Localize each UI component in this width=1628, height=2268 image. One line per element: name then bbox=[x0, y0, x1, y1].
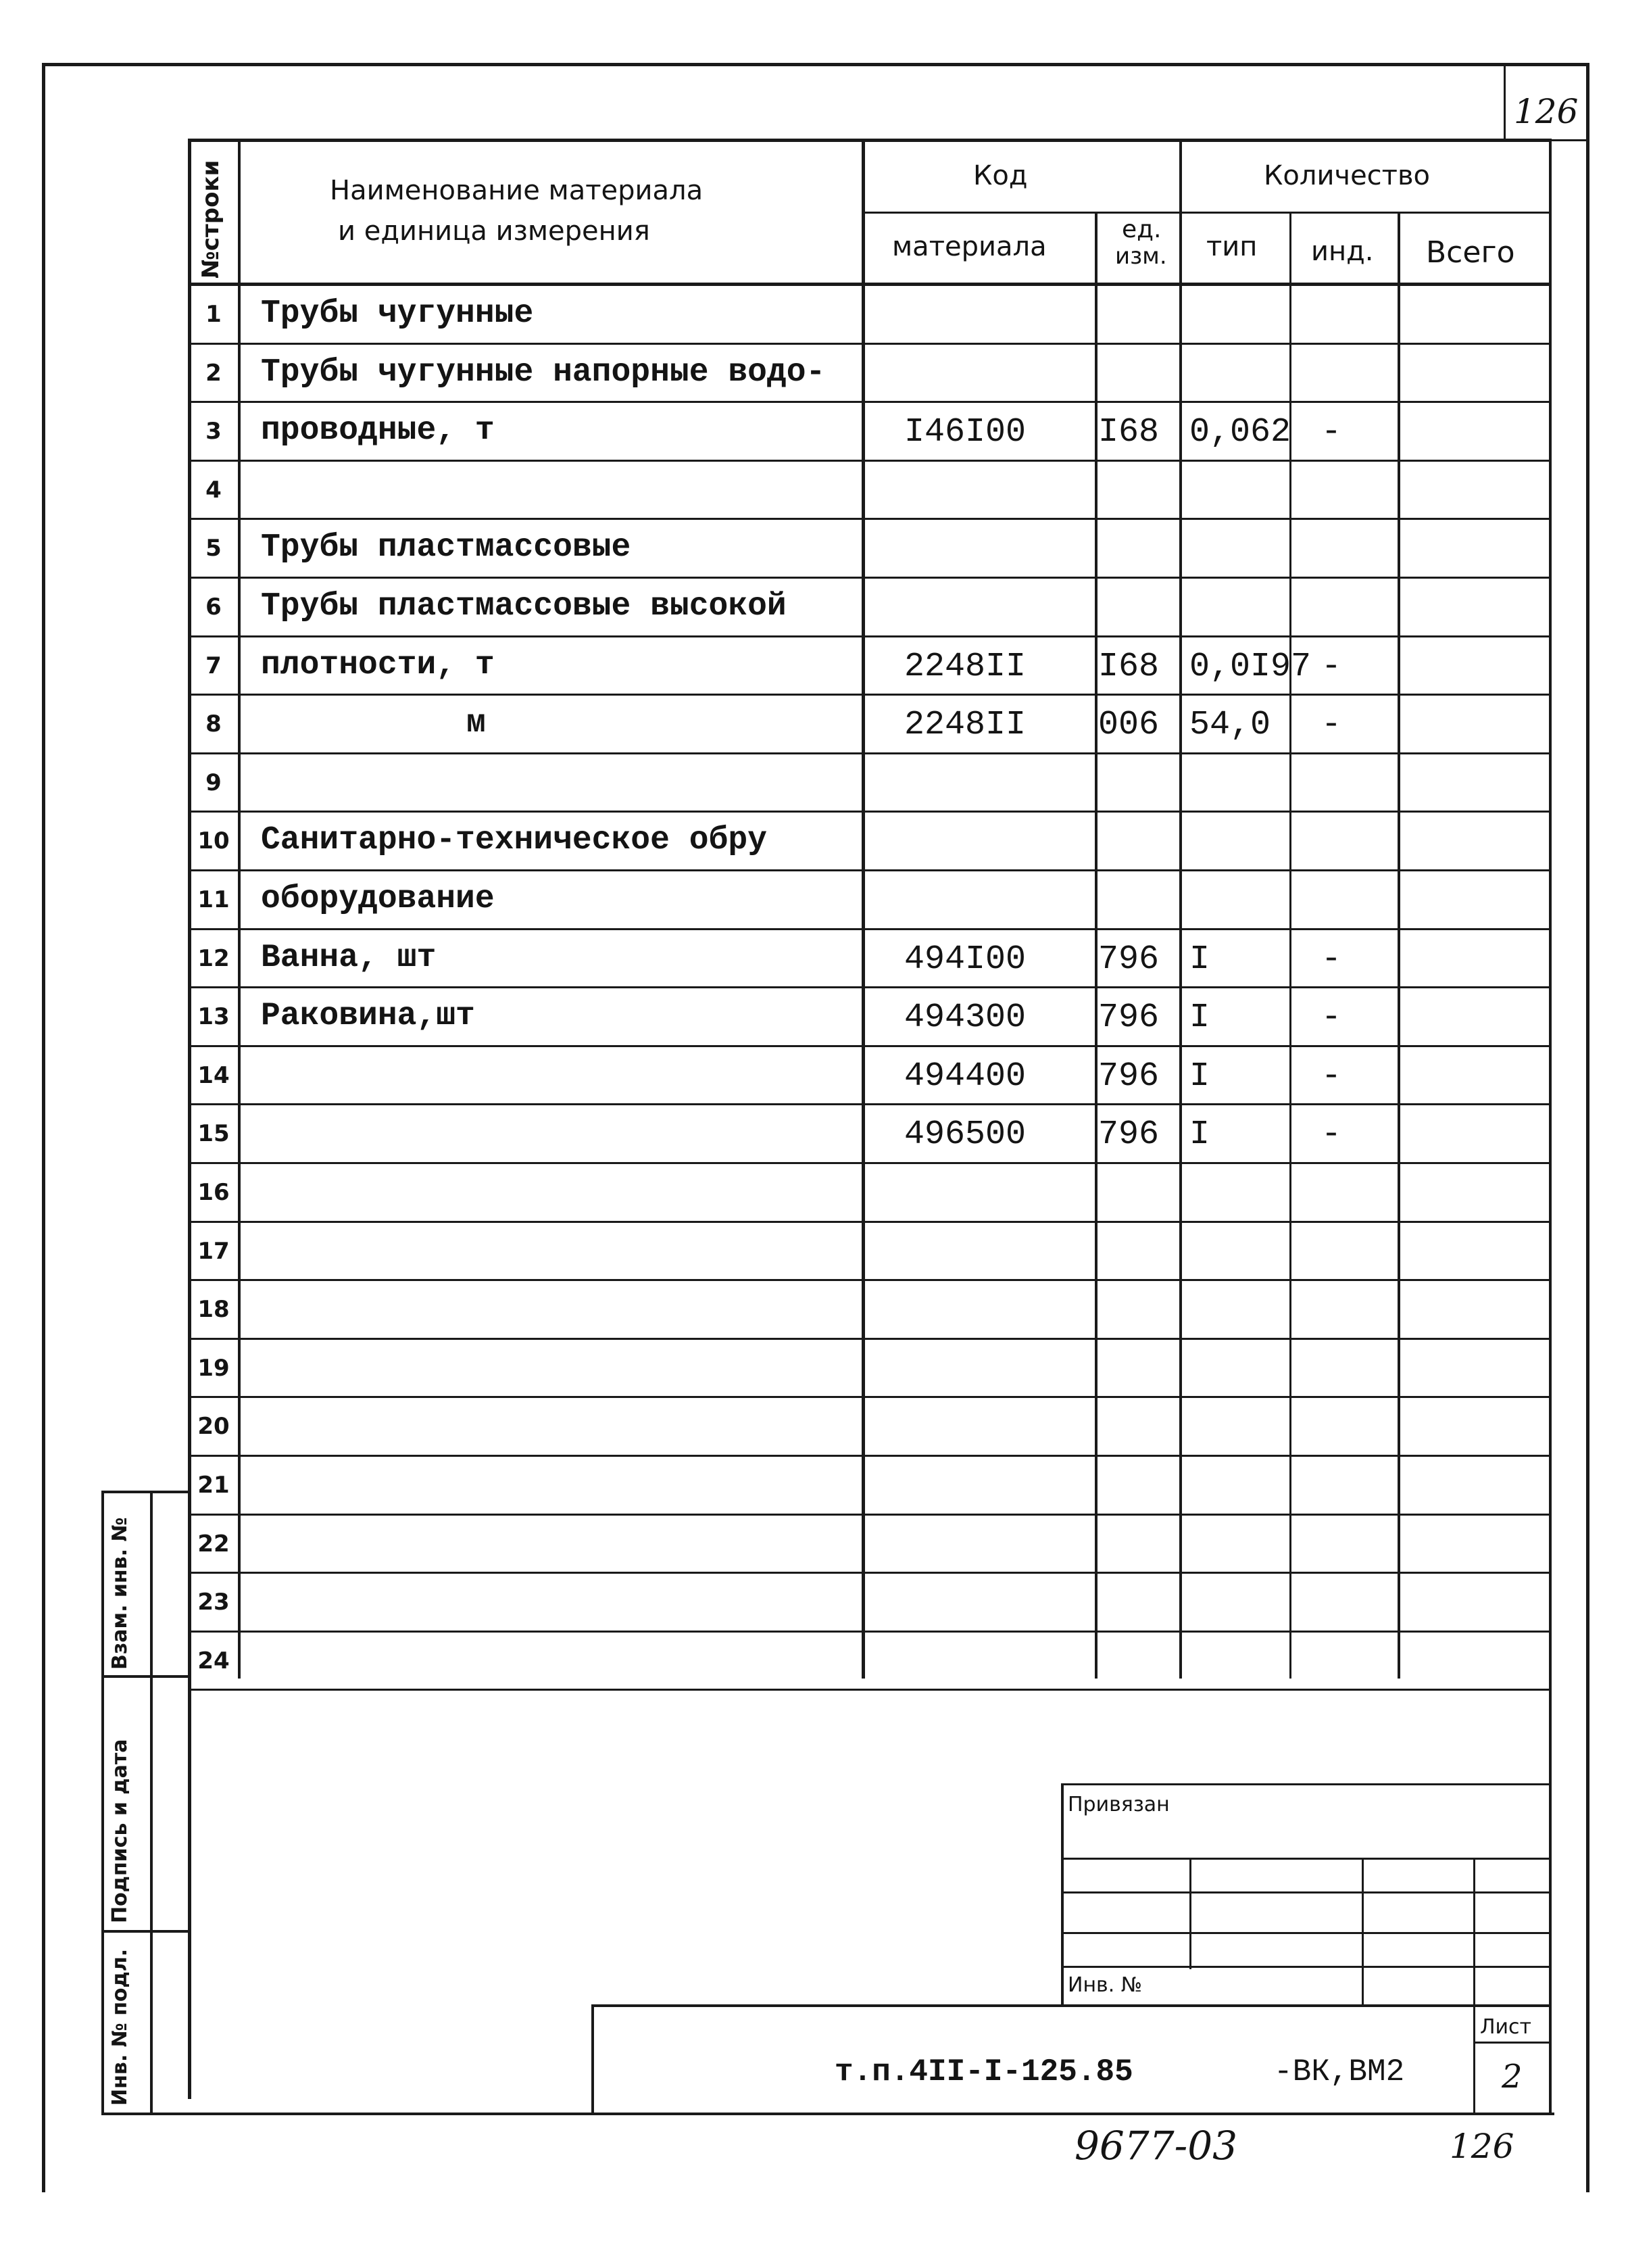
page-box-left bbox=[1504, 63, 1506, 141]
stamp-sheet-label-line bbox=[1473, 2042, 1551, 2044]
row-number: 3 bbox=[205, 418, 222, 445]
header-code: Код bbox=[973, 160, 1028, 191]
row-number: 19 bbox=[197, 1355, 230, 1382]
row-number: 24 bbox=[197, 1647, 230, 1674]
side-strip-inner-left bbox=[150, 1491, 153, 2114]
row-separator bbox=[189, 752, 1552, 754]
row-unit: 796 bbox=[1098, 940, 1160, 979]
frame-top bbox=[42, 63, 1589, 66]
row-number: 4 bbox=[205, 477, 222, 504]
row-separator bbox=[189, 1572, 1552, 1574]
row-name: проводные, т bbox=[261, 412, 495, 449]
header-name-line2: и единица измерения bbox=[338, 216, 650, 247]
row-ind: - bbox=[1321, 940, 1342, 979]
stamp-sheet-number: 2 bbox=[1502, 2058, 1523, 2096]
col-sep-unit bbox=[1179, 139, 1182, 1679]
side-label-original-inv: Инв. № подл. bbox=[108, 1948, 132, 2106]
row-separator bbox=[189, 343, 1552, 345]
row-name: оборудование bbox=[261, 881, 495, 917]
header-code-material: материала bbox=[892, 231, 1047, 262]
row-ind: - bbox=[1321, 706, 1342, 744]
footer-archive-number: 9677-03 bbox=[1075, 2123, 1238, 2169]
row-unit: 006 bbox=[1098, 706, 1160, 744]
stamp-title-top bbox=[591, 2004, 1551, 2007]
row-separator bbox=[189, 869, 1552, 871]
row-separator bbox=[189, 928, 1552, 930]
row-separator bbox=[189, 635, 1552, 637]
row-type: I bbox=[1189, 940, 1210, 979]
frame-right bbox=[1586, 63, 1589, 2192]
row-number: 17 bbox=[197, 1238, 230, 1265]
row-number: 7 bbox=[205, 652, 222, 679]
row-number: 8 bbox=[205, 710, 222, 738]
row-unit: 796 bbox=[1098, 1115, 1160, 1154]
stamp-linked-left bbox=[1061, 1783, 1064, 2006]
row-unit: I68 bbox=[1098, 648, 1160, 686]
row-unit: I68 bbox=[1098, 413, 1160, 452]
header-quantity: Количество bbox=[1264, 160, 1431, 191]
side-strip-top bbox=[101, 1491, 189, 1493]
row-separator bbox=[189, 986, 1552, 988]
stamp-inv-no: Инв. № bbox=[1068, 1973, 1143, 1997]
row-ind: - bbox=[1321, 1115, 1342, 1154]
row-name: м bbox=[466, 705, 486, 742]
col-sep-name bbox=[862, 139, 865, 1679]
row-ind: - bbox=[1321, 648, 1342, 686]
header-unit-line2: изм. bbox=[1115, 243, 1167, 270]
row-separator bbox=[189, 1631, 1552, 1633]
stamp-linked: Привязан bbox=[1068, 1793, 1170, 1816]
row-name: Трубы чугунные напорные водо- bbox=[261, 354, 826, 391]
row-number: 21 bbox=[197, 1472, 230, 1499]
row-number: 13 bbox=[197, 1003, 230, 1030]
col-sep-rownum bbox=[238, 139, 241, 1679]
row-unit: 796 bbox=[1098, 1057, 1160, 1096]
row-type: I bbox=[1189, 998, 1210, 1037]
row-separator bbox=[189, 1396, 1552, 1398]
stamp-title-left bbox=[591, 2004, 594, 2114]
frame-left bbox=[42, 63, 45, 2192]
row-number: 1 bbox=[205, 301, 222, 328]
row-separator bbox=[189, 577, 1552, 579]
row-separator bbox=[189, 1045, 1552, 1047]
row-separator bbox=[189, 401, 1552, 403]
header-row-number: №строки bbox=[197, 160, 224, 279]
row-type: I bbox=[1189, 1057, 1210, 1096]
row-ind: - bbox=[1321, 998, 1342, 1037]
row-type: I bbox=[1189, 1115, 1210, 1154]
row-number: 6 bbox=[205, 594, 222, 621]
row-name: Ванна, шт bbox=[261, 940, 437, 976]
row-code: 494I00 bbox=[904, 940, 1027, 979]
stamp-designation: т.п.4II-I-125.85 bbox=[835, 2054, 1133, 2090]
header-bottom-line bbox=[189, 283, 1552, 286]
stamp-grid-v1 bbox=[1189, 1858, 1191, 1969]
header-qty-type: тип bbox=[1206, 231, 1258, 262]
row-name: плотности, т bbox=[261, 647, 495, 683]
table-right bbox=[1549, 139, 1552, 2115]
page-number-top: 126 bbox=[1514, 92, 1579, 131]
row-number: 20 bbox=[197, 1413, 230, 1440]
col-sep-code bbox=[1095, 212, 1097, 1679]
row-separator bbox=[189, 518, 1552, 520]
row-separator bbox=[189, 460, 1552, 462]
row-separator bbox=[189, 1338, 1552, 1340]
side-label-replaced-inv: Взам. инв. № bbox=[108, 1517, 132, 1670]
row-separator bbox=[189, 694, 1552, 696]
row-number: 16 bbox=[197, 1179, 230, 1206]
stamp-grid-h4 bbox=[1061, 1966, 1551, 1968]
row-separator bbox=[189, 1455, 1552, 1457]
row-code: 496500 bbox=[904, 1115, 1027, 1154]
stamp-grid-h1 bbox=[1061, 1858, 1551, 1860]
row-code: 2248II bbox=[904, 706, 1027, 744]
stamp-grid-v3 bbox=[1473, 1858, 1475, 2115]
side-strip-sep2 bbox=[101, 1930, 189, 1933]
row-code: 494400 bbox=[904, 1057, 1027, 1096]
row-separator bbox=[189, 1162, 1552, 1164]
row-code: 494300 bbox=[904, 998, 1027, 1037]
header-mid-line bbox=[862, 212, 1551, 214]
col-sep-ind bbox=[1398, 212, 1400, 1679]
row-name: Трубы пластмассовые высокой bbox=[261, 588, 787, 625]
row-number: 10 bbox=[197, 827, 230, 854]
row-type: 0,062 bbox=[1189, 413, 1291, 452]
row-separator bbox=[189, 811, 1552, 813]
row-number: 23 bbox=[197, 1589, 230, 1616]
row-separator bbox=[189, 1221, 1552, 1223]
row-ind: - bbox=[1321, 1057, 1342, 1096]
row-number: 9 bbox=[205, 769, 222, 796]
header-qty-total: Всего bbox=[1426, 235, 1515, 270]
stamp-section: -ВК,ВМ2 bbox=[1274, 2054, 1405, 2090]
header-name-line1: Наименование материала bbox=[330, 175, 704, 206]
table-top bbox=[189, 139, 1552, 142]
row-number: 5 bbox=[205, 535, 222, 562]
side-strip-outer-left bbox=[101, 1491, 104, 2114]
side-strip-sep1 bbox=[101, 1675, 189, 1678]
row-separator bbox=[189, 1279, 1552, 1281]
row-number: 12 bbox=[197, 945, 230, 972]
row-name: Санитарно-техническое обру bbox=[261, 822, 767, 859]
row-name: Трубы чугунные bbox=[261, 295, 534, 332]
row-number: 15 bbox=[197, 1120, 230, 1147]
table-left bbox=[188, 139, 191, 2099]
row-type: 0,0I97 bbox=[1189, 648, 1312, 686]
row-separator bbox=[189, 1689, 1552, 1691]
stamp-linked-top bbox=[1061, 1783, 1551, 1785]
stamp-grid-v2 bbox=[1362, 1858, 1364, 2006]
row-name: Раковина,шт bbox=[261, 998, 475, 1034]
row-number: 22 bbox=[197, 1530, 230, 1558]
row-number: 2 bbox=[205, 360, 222, 387]
frame-bottom bbox=[101, 2113, 1554, 2115]
row-separator bbox=[189, 1103, 1552, 1105]
footer-page-number: 126 bbox=[1450, 2127, 1514, 2166]
row-code: 2248II bbox=[904, 648, 1027, 686]
row-separator bbox=[189, 1514, 1552, 1516]
row-unit: 796 bbox=[1098, 998, 1160, 1037]
side-label-signature-date: Подпись и дата bbox=[108, 1739, 132, 1923]
stamp-sheet-label: Лист bbox=[1480, 2015, 1532, 2039]
stamp-grid-h2 bbox=[1061, 1891, 1551, 1893]
row-ind: - bbox=[1321, 413, 1342, 452]
row-type: 54,0 bbox=[1189, 706, 1271, 744]
row-code: I46I00 bbox=[904, 413, 1027, 452]
row-number: 14 bbox=[197, 1062, 230, 1089]
stamp-grid-h3 bbox=[1061, 1932, 1551, 1934]
row-number: 18 bbox=[197, 1296, 230, 1323]
header-unit-line1: ед. bbox=[1122, 216, 1162, 243]
row-name: Трубы пластмассовые bbox=[261, 529, 631, 566]
header-qty-ind: инд. bbox=[1311, 236, 1374, 267]
row-number: 11 bbox=[197, 886, 230, 913]
